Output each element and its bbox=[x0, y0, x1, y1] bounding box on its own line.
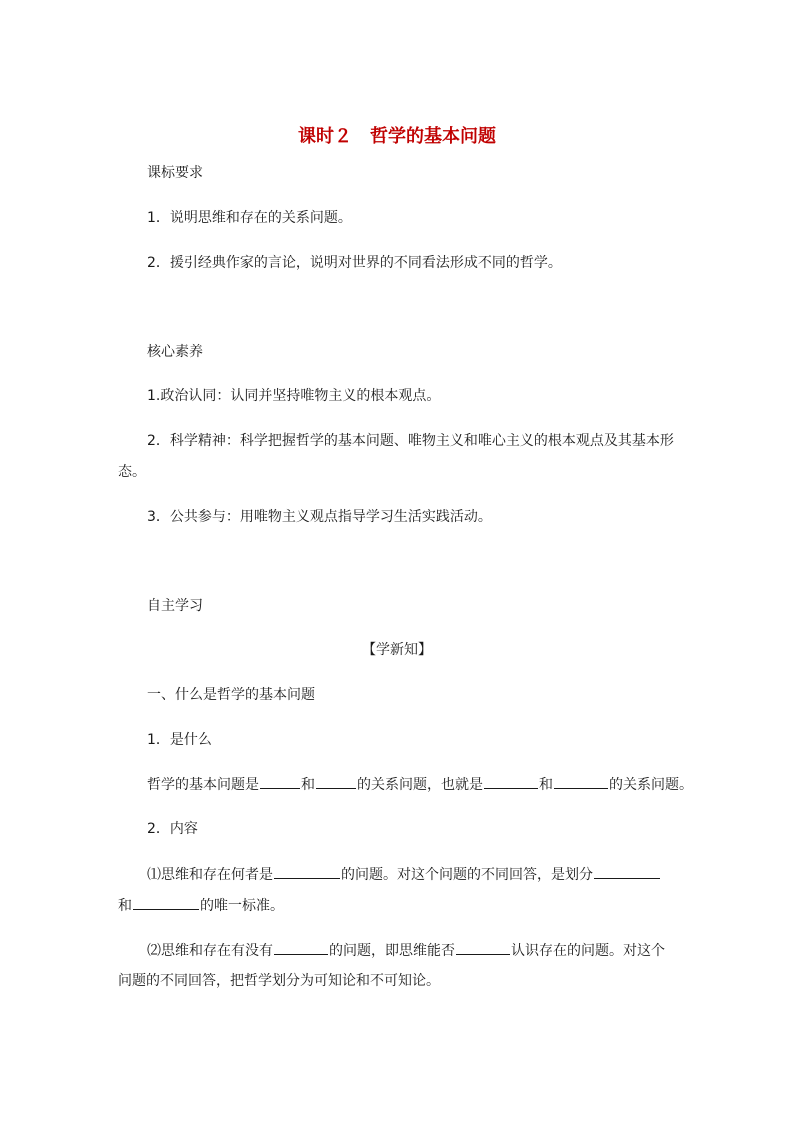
question-heading: 1．是什么 bbox=[147, 732, 212, 748]
content-item-1 bbox=[147, 864, 661, 885]
fill-blank[interactable] bbox=[260, 774, 300, 789]
text-fragment: ⑴思维和存在何者是 bbox=[147, 867, 273, 883]
requirement-item: 2．援引经典作家的言论，说明对世界的不同看法形成不同的哲学。 bbox=[147, 255, 562, 271]
text-fragment: ⑵思维和存在有没有 bbox=[147, 943, 273, 959]
requirements-heading: 课标要求 bbox=[147, 165, 203, 181]
self-study-heading: 自主学习 bbox=[147, 598, 203, 614]
text-fragment: 的问题。对这个问题的不同回答，是划分 bbox=[341, 867, 593, 883]
text-fragment: 和 bbox=[301, 777, 315, 793]
learn-new-subheading: 【学新知】 bbox=[362, 642, 432, 658]
text-fragment: 的关系问题。 bbox=[609, 777, 693, 793]
section-heading: 一、什么是哲学的基本问题 bbox=[147, 687, 315, 703]
fill-blank[interactable] bbox=[594, 864, 660, 879]
fill-blank[interactable] bbox=[484, 774, 538, 789]
literacy-item-continuation: 态。 bbox=[118, 464, 146, 480]
text-fragment: 的问题，即思维能否 bbox=[329, 943, 455, 959]
fill-blank[interactable] bbox=[316, 774, 356, 789]
fill-blank[interactable] bbox=[274, 940, 328, 955]
text-fragment: 的唯一标准。 bbox=[200, 898, 284, 914]
literacy-item: 2．科学精神：科学把握哲学的基本问题、唯物主义和唯心主义的根本观点及其基本形 bbox=[147, 433, 674, 449]
requirement-item: 1．说明思维和存在的关系问题。 bbox=[147, 210, 352, 226]
text-fragment: 和 bbox=[539, 777, 553, 793]
content-item-2 bbox=[147, 940, 665, 961]
text-fragment: 哲学的基本问题是 bbox=[147, 777, 259, 793]
literacy-heading: 核心素养 bbox=[147, 344, 203, 360]
fill-blank[interactable] bbox=[274, 864, 340, 879]
literacy-item: 1.政治认同：认同并坚持唯物主义的根本观点。 bbox=[147, 388, 441, 404]
literacy-item: 3．公共参与：用唯物主义观点指导学习生活实践活动。 bbox=[147, 509, 492, 525]
fill-blank[interactable] bbox=[554, 774, 608, 789]
text-fragment: 认识存在的问题。对这个 bbox=[511, 943, 665, 959]
fill-blank[interactable] bbox=[133, 895, 199, 910]
question-1-text bbox=[147, 774, 693, 795]
page-title: 课时２ 哲学的基本问题 bbox=[298, 126, 496, 147]
content-item-2-continuation: 问题的不同回答，把哲学划分为可知论和不可知论。 bbox=[118, 973, 440, 989]
content-item-1-continuation bbox=[118, 895, 284, 916]
text-fragment: 的关系问题，也就是 bbox=[357, 777, 483, 793]
question-heading: 2．内容 bbox=[147, 821, 198, 837]
fill-blank[interactable] bbox=[456, 940, 510, 955]
text-fragment: 和 bbox=[118, 898, 132, 914]
